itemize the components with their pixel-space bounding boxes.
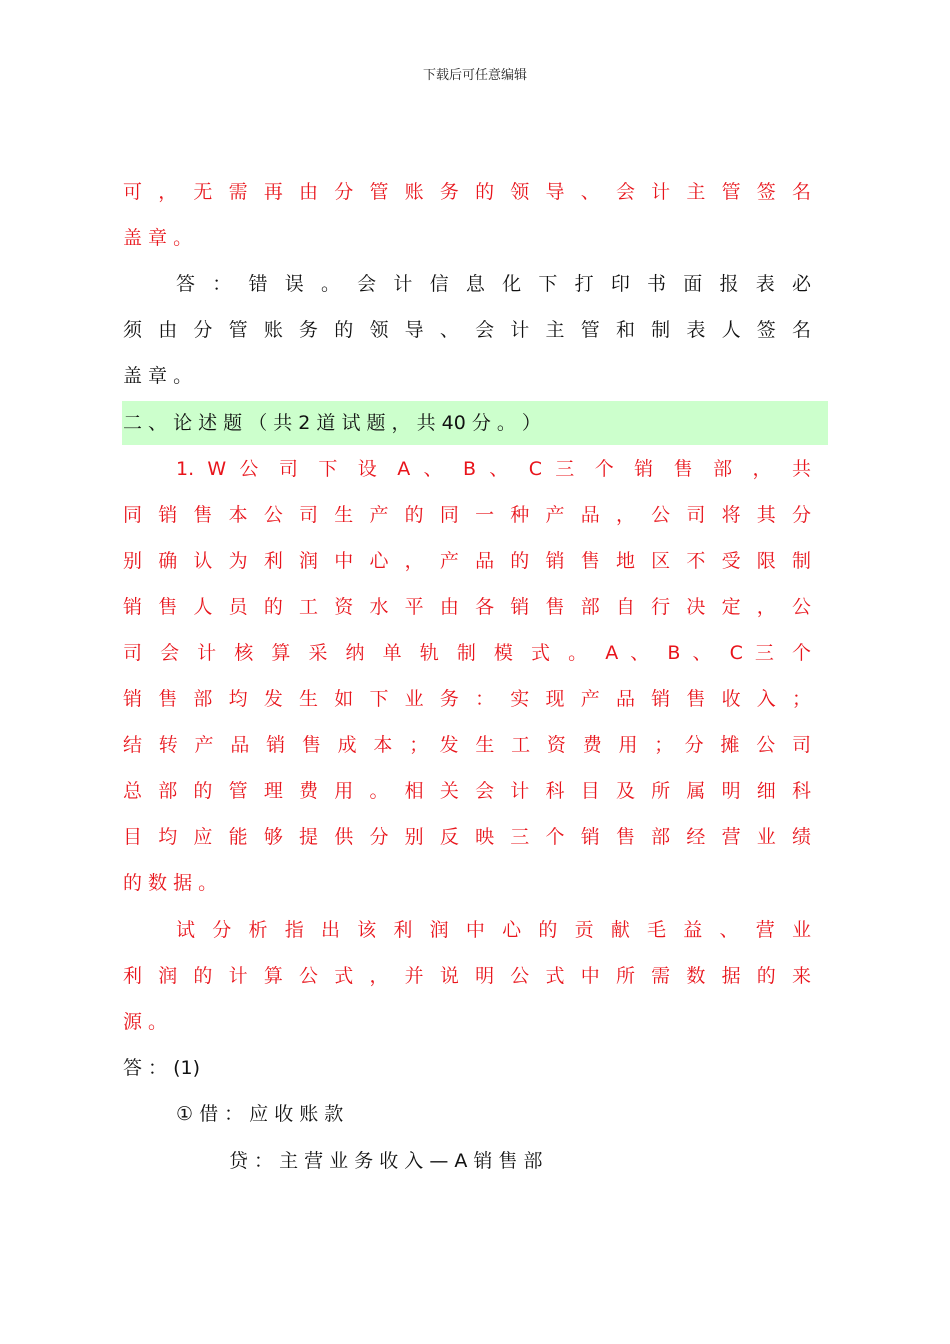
text-line: 结 转 产 品 销 售 成 本 ； 发 生 工 资 费 用 ； 分 摊 公 司 — [123, 734, 811, 756]
text-line: 利 润 的 计 算 公 式 ， 并 说 明 公 式 中 所 需 数 据 的 来 — [123, 965, 811, 987]
journal-debit-line: ① 借 ： 应 收 账 款 — [176, 1103, 344, 1125]
text-line: 同 销 售 本 公 司 生 产 的 同 一 种 产 品 ， 公 司 将 其 分 — [123, 504, 811, 526]
text-line: 销 售 人 员 的 工 资 水 平 由 各 销 售 部 自 行 决 定 ， 公 — [123, 596, 811, 618]
text-line: 源 。 — [123, 1011, 168, 1033]
text-line: 盖 章 。 — [123, 365, 193, 387]
answer-line: 答 ： 错 误 。 会 计 信 息 化 下 打 印 书 面 报 表 必 — [176, 273, 811, 295]
text-line: 须 由 分 管 账 务 的 领 导 、 会 计 主 管 和 制 表 人 签 名 — [123, 319, 811, 341]
text-line: 销 售 部 均 发 生 如 下 业 务 ： 实 现 产 品 销 售 收 入 ； — [123, 688, 811, 710]
text-line: 别 确 认 为 利 润 中 心 ， 产 品 的 销 售 地 区 不 受 限 制 — [123, 550, 811, 572]
answer-line: 答 ： (1) — [123, 1057, 200, 1079]
text-line: 盖 章 。 — [123, 227, 193, 249]
question-line: 试 分 析 指 出 该 利 润 中 心 的 贡 献 毛 益 、 营 业 — [176, 919, 811, 941]
journal-credit-line: 贷 ： 主 营 业 务 收 入 — A 销 售 部 — [229, 1150, 543, 1172]
text-line: 司 会 计 核 算 采 纳 单 轨 制 模 式 。 A 、 B 、 C 三 个 — [123, 642, 811, 664]
section-heading: 二 、 论 述 题 （ 共 2 道 试 题 ， 共 40 分 。 ） — [123, 412, 541, 434]
text-line: 总 部 的 管 理 费 用 。 相 关 会 计 科 目 及 所 属 明 细 科 — [123, 780, 811, 802]
page-header: 下载后可任意编辑 — [422, 68, 527, 83]
text-line: 目 均 应 能 够 提 供 分 别 反 映 三 个 销 售 部 经 营 业 绩 — [123, 826, 811, 848]
text-line: 的 数 据 。 — [123, 872, 218, 894]
question-line: 1. W 公 司 下 设 A 、 B 、 C 三 个 销 售 部 ， 共 — [176, 458, 811, 480]
text-line: 可 ， 无 需 再 由 分 管 账 务 的 领 导 、 会 计 主 管 签 名 — [123, 181, 811, 203]
